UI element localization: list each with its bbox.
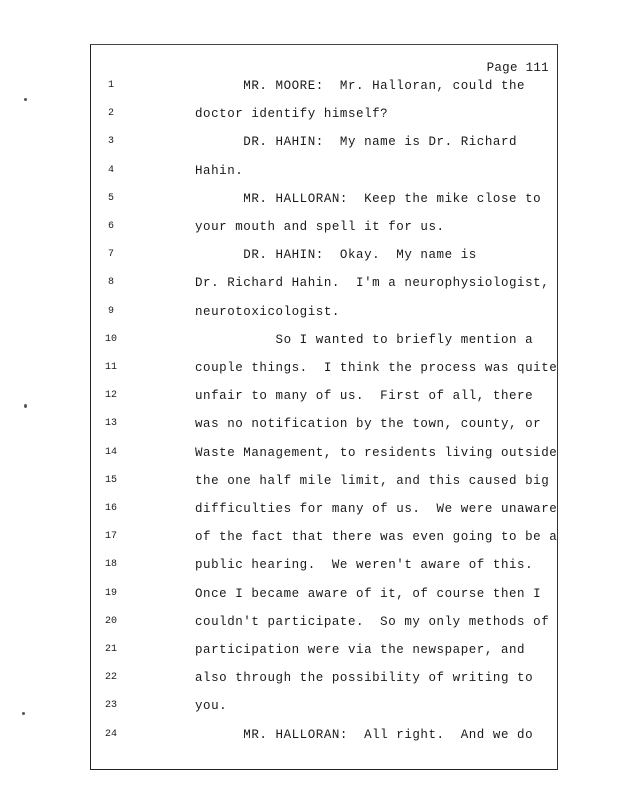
line-text: MR. HALLORAN: All right. And we do xyxy=(195,727,534,742)
transcript-line xyxy=(91,699,557,719)
line-text: also through the possibility of writing to xyxy=(195,671,534,686)
scan-speck xyxy=(24,404,27,408)
line-text: unfair to many of us. First of all, there xyxy=(195,389,534,404)
line-number: 3 xyxy=(107,136,114,148)
line-text: So I wanted to briefly mention a xyxy=(195,332,534,347)
line-number: 20 xyxy=(104,615,117,627)
transcript-line xyxy=(91,474,557,494)
line-text: your mouth and spell it for us. xyxy=(195,220,445,234)
line-number: 13 xyxy=(104,418,117,430)
line-number: 19 xyxy=(104,587,117,599)
line-text: Hahin. xyxy=(195,163,244,178)
line-number: 15 xyxy=(104,474,117,486)
transcript-line xyxy=(91,389,557,409)
line-number: 4 xyxy=(107,164,114,176)
line-text: couldn't participate. So my only methods of xyxy=(195,614,550,629)
transcript-line xyxy=(91,530,557,550)
line-text: of the fact that there was even going to be a xyxy=(195,530,558,545)
line-number: 5 xyxy=(107,192,114,204)
line-number: 21 xyxy=(104,644,117,655)
line-text: DR. HAHIN: My name is Dr. Richard xyxy=(195,135,518,150)
scan-speck xyxy=(24,98,27,101)
line-text: MR. HALLORAN: Keep the mike close to xyxy=(195,191,542,206)
line-number: 10 xyxy=(104,333,117,345)
transcript-line xyxy=(91,643,557,663)
line-number: 6 xyxy=(107,221,114,232)
line-text: was no notification by the town, county, or xyxy=(195,417,542,432)
line-text: DR. HAHIN: Okay. My name is xyxy=(195,248,477,263)
line-text: participation were via the newspaper, and xyxy=(195,643,526,657)
line-text: neurotoxicologist. xyxy=(195,304,340,319)
transcript-line xyxy=(91,305,557,325)
line-number: 17 xyxy=(104,531,117,543)
transcript-line xyxy=(91,446,557,466)
transcript-line xyxy=(91,276,557,296)
transcript-line xyxy=(91,587,557,607)
transcript-line xyxy=(91,502,557,522)
page-number: Page 111 xyxy=(486,61,549,75)
line-text: the one half mile limit, and this caused big xyxy=(195,473,550,488)
line-number: 12 xyxy=(104,390,117,402)
line-text: Once I became aware of it, of course then I xyxy=(195,586,542,601)
transcript-line xyxy=(91,192,557,212)
line-number: 2 xyxy=(107,108,114,120)
transcript-line xyxy=(91,671,557,691)
line-text: Dr. Richard Hahin. I'm a neurophysiologist, xyxy=(195,276,550,291)
line-text: difficulties for many of us. We were unaware xyxy=(195,502,558,516)
line-number: 9 xyxy=(107,305,114,317)
line-text: couple things. I think the process was quite xyxy=(195,361,558,375)
line-number: 8 xyxy=(107,277,114,289)
transcript-line xyxy=(91,248,557,268)
transcript-line xyxy=(91,417,557,437)
transcript-line xyxy=(91,220,557,240)
line-number: 24 xyxy=(104,728,117,740)
line-number: 18 xyxy=(104,559,117,571)
line-number: 11 xyxy=(104,362,117,373)
scan-speck xyxy=(22,712,25,715)
line-number: 16 xyxy=(104,503,117,514)
line-number: 1 xyxy=(107,80,114,91)
transcript-line xyxy=(91,135,557,155)
line-number: 7 xyxy=(107,249,114,261)
line-text: public hearing. We weren't aware of this. xyxy=(195,558,534,573)
transcript-line xyxy=(91,728,557,748)
transcript-line xyxy=(91,333,557,353)
line-text: MR. MOORE: Mr. Halloran, could the xyxy=(195,79,526,93)
line-number: 14 xyxy=(104,446,117,458)
transcript-page xyxy=(90,44,558,770)
line-text: Waste Management, to residents living outside xyxy=(195,445,558,460)
line-text: doctor identify himself? xyxy=(195,107,389,122)
line-number: 23 xyxy=(104,700,117,712)
line-text: you. xyxy=(195,699,228,714)
transcript-line xyxy=(91,164,557,184)
transcript-line xyxy=(91,107,557,127)
transcript-line xyxy=(91,615,557,635)
transcript-line xyxy=(91,558,557,578)
line-number: 22 xyxy=(104,672,117,684)
transcript-line xyxy=(91,79,557,99)
transcript-line xyxy=(91,361,557,381)
